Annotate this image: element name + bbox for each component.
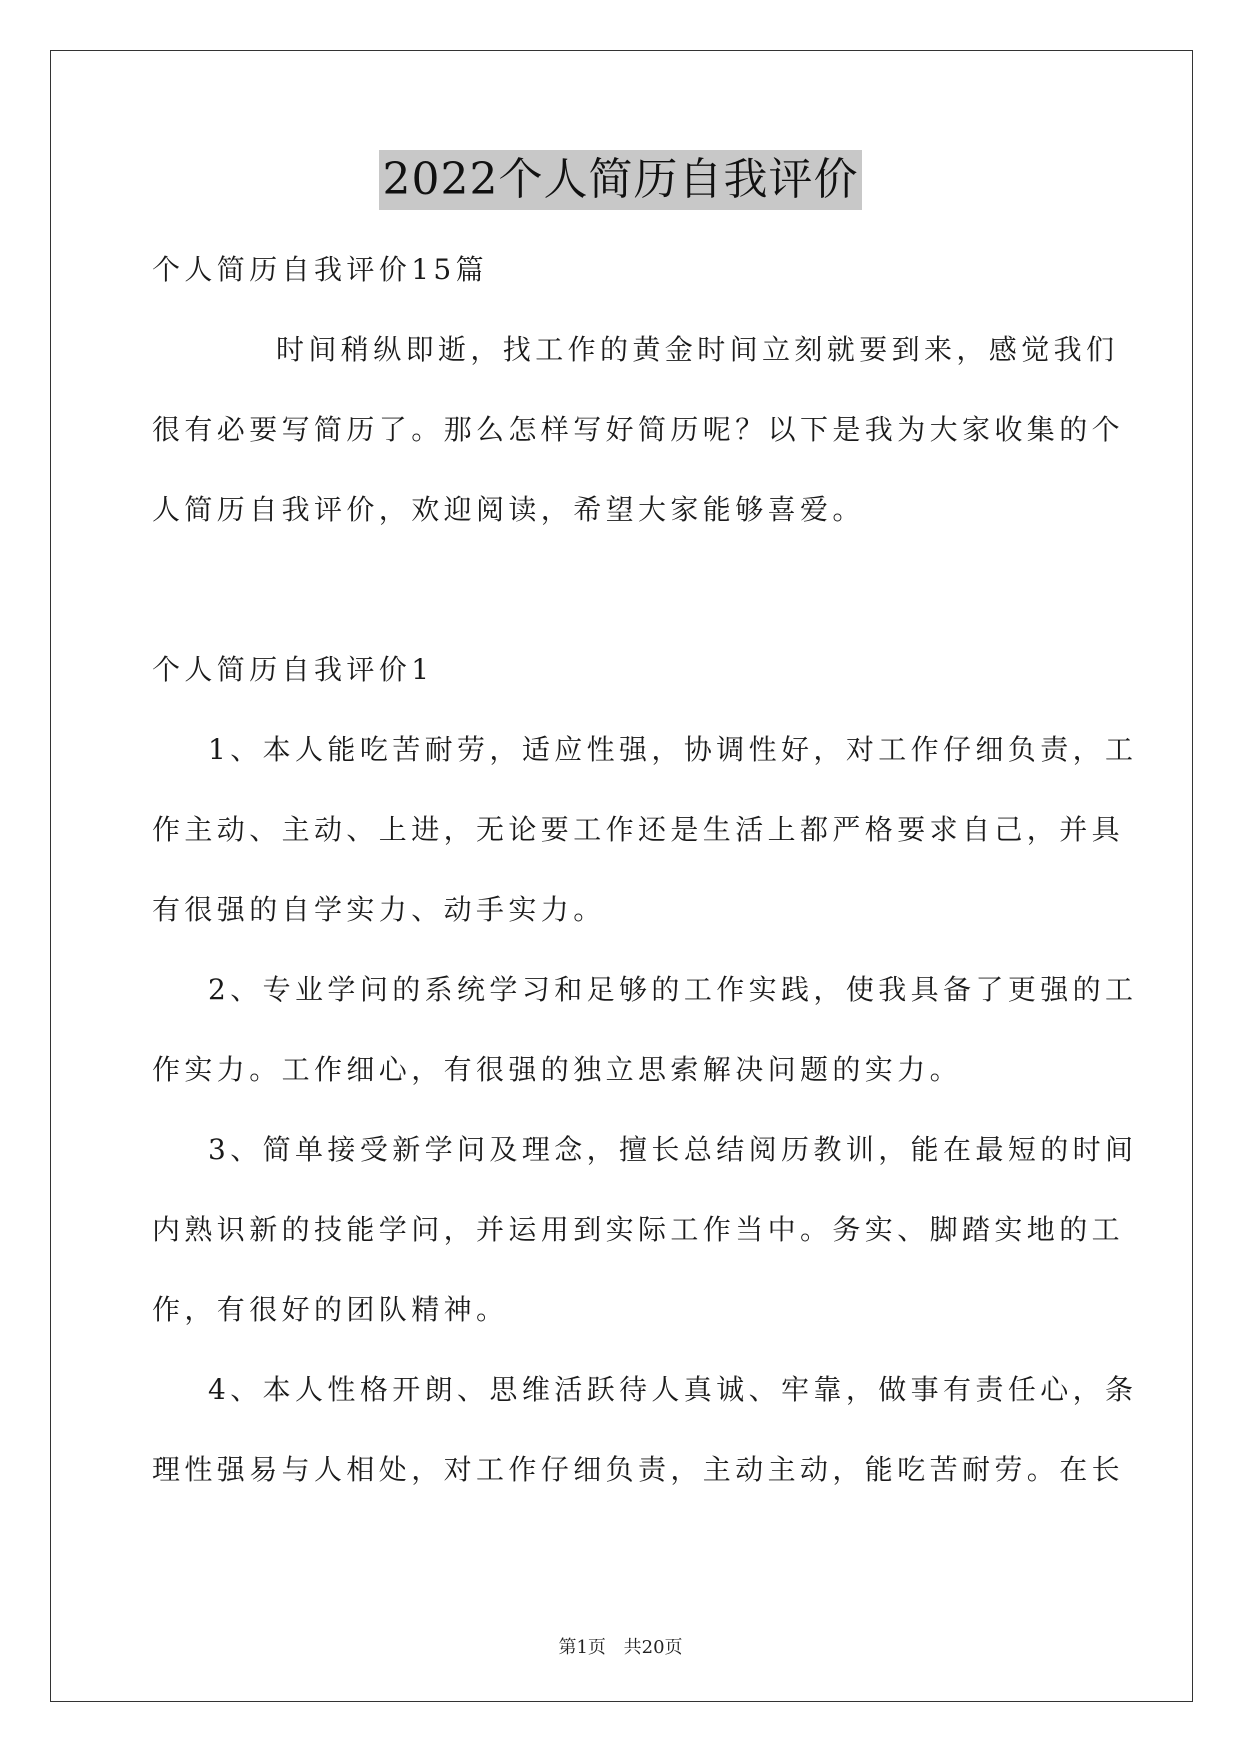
item-1-line: 有很强的自学实力、动手实力。 [152,893,606,926]
item-4-line: 理性强易与人相处，对工作仔细负责，主动主动，能吃苦耐劳。在长 [152,1453,1125,1486]
page-total: 共20页 [623,1637,683,1658]
section-heading: 个人简历自我评价1 [152,653,434,686]
item-1-line: 1、本人能吃苦耐劳，适应性强，协调性好，对工作仔细负责，工 [208,733,1138,766]
item-2-line: 2、专业学问的系统学习和足够的工作实践，使我具备了更强的工 [208,973,1138,1006]
subtitle: 个人简历自我评价15篇 [152,253,489,286]
intro-line: 很有必要写简历了。那么怎样写好简历呢？以下是我为大家收集的个 [152,413,1125,446]
page-number: 第1页 [558,1637,606,1658]
item-3-line: 3、简单接受新学问及理念，擅长总结阅历教训，能在最短的时间 [208,1133,1138,1166]
item-4-line: 4、本人性格开朗、思维活跃待人真诚、牢靠，做事有责任心，条 [208,1373,1138,1406]
item-2-line: 作实力。工作细心，有很强的独立思索解决问题的实力。 [152,1053,963,1086]
item-3-line: 内熟识新的技能学问，并运用到实际工作当中。务实、脚踏实地的工 [152,1213,1125,1246]
item-1-line: 作主动、主动、上进，无论要工作还是生活上都严格要求自己，并具 [152,813,1125,846]
paragraph-gap [152,550,1092,630]
document-body [152,230,1138,1510]
intro-line: 时间稍纵即逝，找工作的黄金时间立刻就要到来，感觉我们 [276,333,1119,366]
document-title: 2022个人简历自我评价 [379,150,863,210]
item-3-line: 作，有很好的团队精神。 [152,1293,509,1326]
intro-line: 人简历自我评价，欢迎阅读，希望大家能够喜爱。 [152,493,865,526]
page-footer [0,1633,1241,1659]
title-container [0,150,1241,210]
